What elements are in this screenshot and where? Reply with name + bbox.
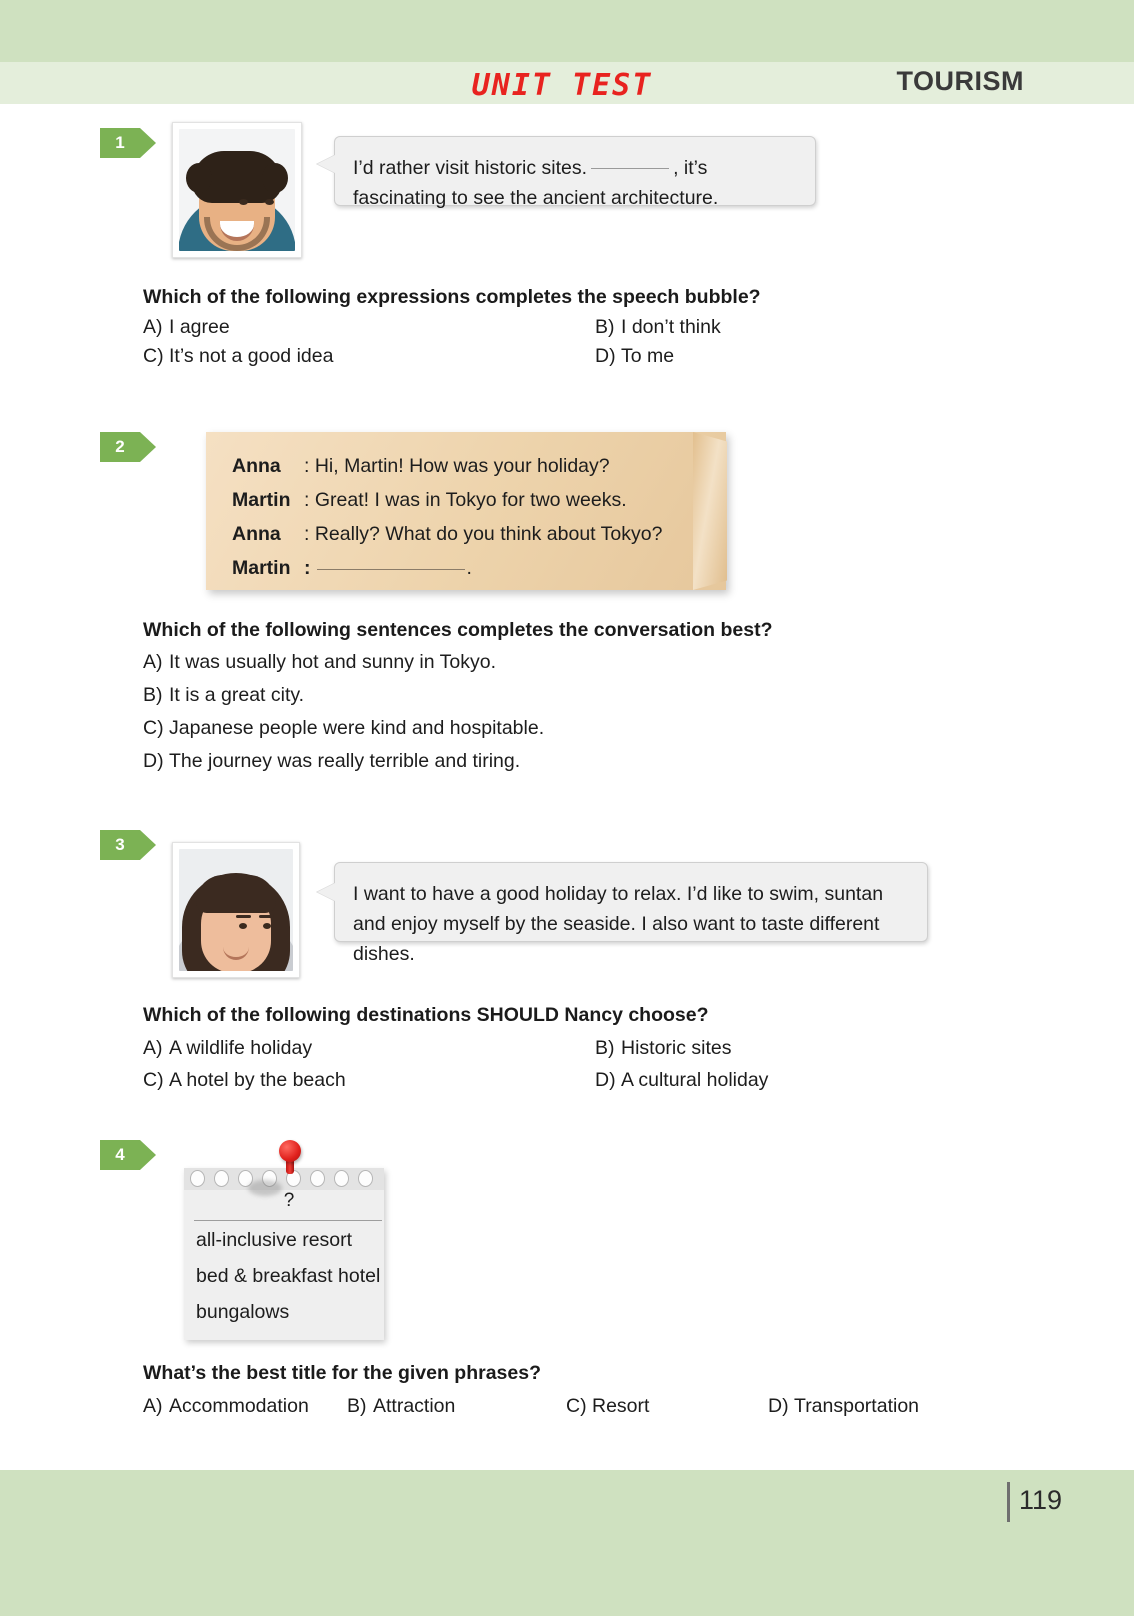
option-c-text: Resort (592, 1395, 650, 1417)
conversation-colon-2: : (304, 489, 310, 511)
question-2-option-d[interactable] (143, 750, 520, 773)
conversation-speaker-4: Martin (232, 557, 291, 579)
conversation-colon-4: : (304, 557, 311, 579)
bottom-green-band (0, 1470, 1134, 1616)
conversation-line-4 (232, 557, 472, 580)
question-number-1 (100, 128, 140, 158)
question-4-option-a[interactable] (143, 1395, 309, 1418)
conversation-speaker-3: Anna (232, 523, 281, 545)
notepad-holes (190, 1170, 380, 1188)
speech-bubble-3-tail (317, 883, 335, 901)
man-photo-image (179, 129, 295, 251)
question-3-option-d[interactable] (595, 1069, 768, 1092)
option-d-label: D) (768, 1395, 789, 1417)
conversation-colon-3: : (304, 523, 310, 545)
note-item-2: bed & breakfast hotel (196, 1265, 381, 1287)
option-a-text: A wildlife holiday (169, 1037, 313, 1059)
conversation-answer-blank (317, 557, 465, 570)
question-number-3-label: 3 (115, 835, 125, 854)
conversation-colon-1: : (304, 455, 310, 477)
conversation-line-3 (232, 523, 662, 546)
option-a-label: A) (143, 651, 163, 673)
question-2-option-c[interactable] (143, 717, 544, 740)
speech-bubble-1-text (353, 153, 801, 213)
option-a-text: Accommodation (169, 1395, 309, 1417)
question-number-3 (100, 830, 140, 860)
question-2-stem: Which of the following sentences completes the conversation best? (143, 619, 773, 641)
note-item-1: all-inclusive resort (196, 1229, 353, 1251)
option-a-text: I agree (169, 316, 230, 338)
pin-shadow (248, 1180, 282, 1196)
conversation-line-1 (232, 455, 610, 478)
conversation-text-3: Really? What do you think about Tokyo? (314, 523, 663, 545)
question-4-option-b[interactable] (347, 1395, 455, 1418)
option-a-label: A) (143, 1037, 163, 1059)
woman-photo (172, 842, 300, 978)
question-3-option-c[interactable] (143, 1069, 346, 1092)
option-c-label: C) (566, 1395, 587, 1417)
conversation-line-2 (232, 489, 627, 512)
option-b-label: B) (595, 1037, 615, 1059)
option-b-text: Historic sites (621, 1037, 732, 1059)
note-title: ? (283, 1190, 295, 1211)
conversation-text-1: Hi, Martin! How was your holiday? (314, 455, 610, 477)
option-b-text: It is a great city. (169, 684, 305, 706)
conversation-text-4: . (466, 557, 472, 579)
option-d-text: The journey was really terrible and tiring. (169, 750, 521, 772)
option-d-label: D) (595, 1069, 616, 1091)
speech-bubble-3-text: I want to have a good holiday to relax. I’d like to swim, suntan and enjoy myself by the seaside. I also want to taste different dishes. (353, 883, 884, 965)
speech-bubble-3 (334, 862, 928, 965)
question-3-option-a[interactable] (143, 1037, 312, 1060)
question-number-2 (100, 432, 140, 462)
note-title-rule (194, 1220, 382, 1221)
question-4-stem: What’s the best title for the given phrases? (143, 1362, 542, 1384)
option-a-label: A) (143, 316, 163, 338)
question-number-1-label: 1 (115, 133, 125, 152)
question-number-4-label: 4 (115, 1145, 125, 1164)
page-number: 119 (1018, 1485, 1062, 1515)
question-2-option-b[interactable] (143, 684, 304, 707)
option-b-label: B) (595, 316, 615, 338)
question-number-2-label: 2 (115, 437, 125, 456)
top-green-band (0, 0, 1134, 62)
option-b-text: Attraction (373, 1395, 456, 1417)
option-a-text: It was usually hot and sunny in Tokyo. (169, 651, 496, 673)
speech-bubble-1-tail (317, 155, 335, 173)
option-b-label: B) (347, 1395, 367, 1417)
question-1-option-c[interactable] (143, 345, 333, 368)
pushpin-icon (279, 1140, 301, 1162)
question-1-option-d[interactable] (595, 345, 674, 368)
question-1-option-b[interactable] (595, 316, 721, 339)
man-photo (172, 122, 302, 258)
speech-bubble-1 (334, 136, 816, 209)
bubble-1-blank (591, 156, 669, 169)
woman-photo-image (179, 849, 293, 971)
question-3-stem: Which of the following destinations SHOULD Nancy choose? (143, 1004, 709, 1026)
option-c-label: C) (143, 1069, 164, 1091)
option-d-label: D) (143, 750, 164, 772)
conversation-speaker-2: Martin (232, 489, 291, 511)
question-4-option-d[interactable] (768, 1395, 919, 1418)
question-number-4 (100, 1140, 140, 1170)
option-c-text: It’s not a good idea (169, 345, 334, 367)
option-a-label: A) (143, 1395, 163, 1417)
conversation-text-2: Great! I was in Tokyo for two weeks. (314, 489, 627, 511)
topic-title: TOURISM (896, 66, 1024, 96)
question-3-option-b[interactable] (595, 1037, 732, 1060)
option-c-text: A hotel by the beach (169, 1069, 346, 1091)
option-d-text: To me (621, 345, 675, 367)
bubble-1-text-after: , it’s fascinating to see the ancient architecture. (353, 157, 719, 209)
option-b-label: B) (143, 684, 163, 706)
option-c-label: C) (143, 345, 164, 367)
option-d-text: A cultural holiday (621, 1069, 769, 1091)
bubble-1-text-before: I’d rather visit historic sites. (353, 157, 588, 179)
question-4-option-c[interactable] (566, 1395, 649, 1418)
note-item-3: bungalows (196, 1301, 290, 1323)
question-2-option-a[interactable] (143, 651, 496, 674)
note-fold-corner (693, 432, 727, 590)
conversation-speaker-1: Anna (232, 455, 281, 477)
option-b-text: I don’t think (621, 316, 721, 338)
unit-test-title: UNIT TEST (471, 68, 653, 103)
question-1-stem: Which of the following expressions completes the speech bubble? (143, 286, 761, 308)
option-d-label: D) (595, 345, 616, 367)
question-1-option-a[interactable] (143, 316, 230, 339)
option-d-text: Transportation (794, 1395, 920, 1417)
option-c-label: C) (143, 717, 164, 739)
option-c-text: Japanese people were kind and hospitable. (169, 717, 545, 739)
